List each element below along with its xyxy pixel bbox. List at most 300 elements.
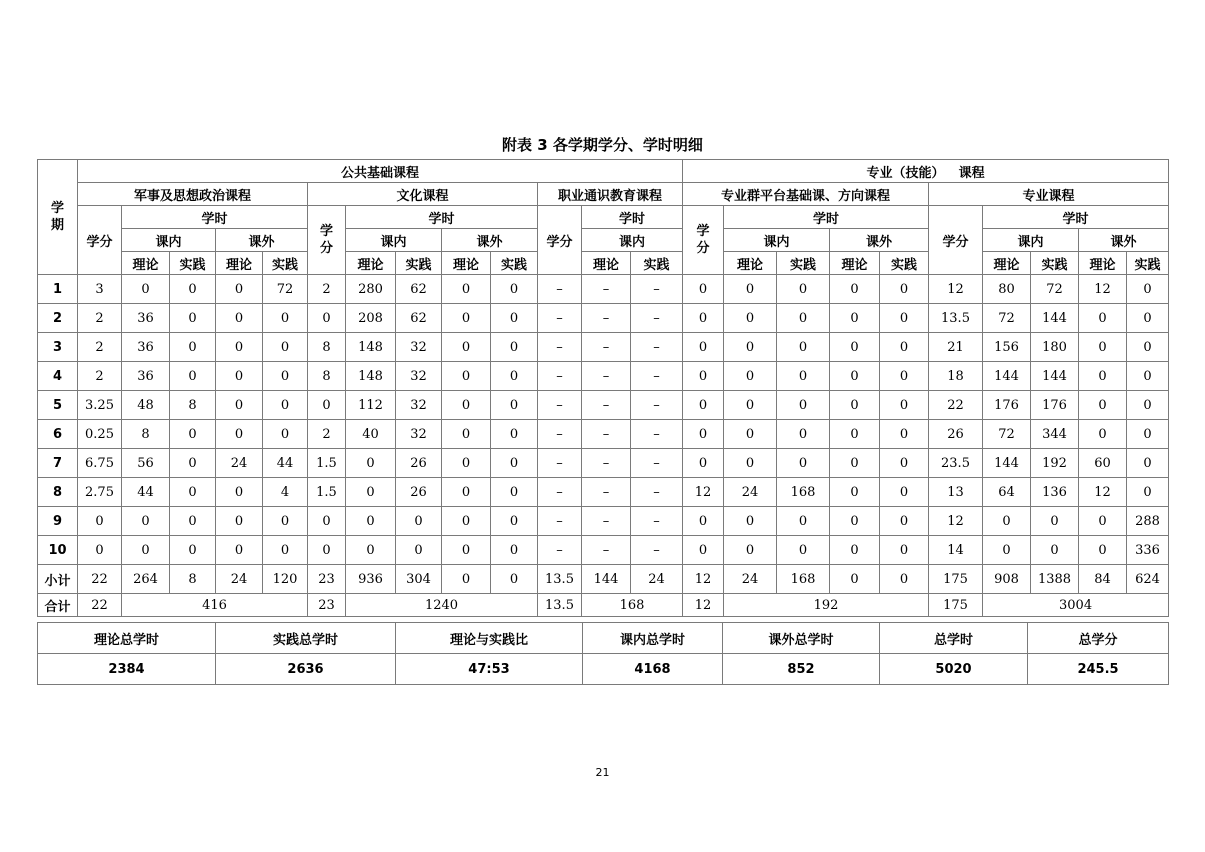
total-cell: 22 bbox=[78, 594, 122, 617]
table-cell: 12 bbox=[929, 275, 983, 304]
table-cell: 72 bbox=[1031, 275, 1079, 304]
table-cell: 36 bbox=[122, 304, 170, 333]
table-row bbox=[38, 536, 1169, 565]
total-label: 合计 bbox=[38, 594, 78, 617]
summary-header: 实践总学时 bbox=[216, 623, 396, 654]
table-cell: 0 bbox=[442, 304, 491, 333]
table-cell: 0 bbox=[1079, 362, 1127, 391]
table-cell: 0 bbox=[683, 275, 724, 304]
table-cell: 0 bbox=[880, 333, 929, 362]
table-cell: 0 bbox=[491, 362, 538, 391]
table-cell: – bbox=[538, 304, 582, 333]
table-cell: – bbox=[631, 362, 683, 391]
table-cell: 0 bbox=[830, 275, 880, 304]
table-cell: 0 bbox=[170, 478, 216, 507]
table-cell: 0 bbox=[724, 304, 777, 333]
subtotal-cell: 936 bbox=[346, 565, 396, 594]
vocational-header: 职业通识教育课程 bbox=[538, 183, 683, 206]
table-cell: – bbox=[631, 333, 683, 362]
table-cell: 23.5 bbox=[929, 449, 983, 478]
summary-header: 理论总学时 bbox=[38, 623, 216, 654]
table-cell: 0 bbox=[491, 333, 538, 362]
total-cell: 1240 bbox=[346, 594, 538, 617]
table-cell: 0 bbox=[683, 449, 724, 478]
semester-cell: 1 bbox=[38, 275, 78, 304]
table-cell: 0 bbox=[263, 362, 308, 391]
subtotal-cell: 304 bbox=[396, 565, 442, 594]
table-cell: 13.5 bbox=[929, 304, 983, 333]
practice-header: 实践 bbox=[170, 252, 216, 275]
credit-header-vertical bbox=[683, 206, 724, 275]
page-number: 21 bbox=[595, 766, 610, 779]
table-cell: 32 bbox=[396, 333, 442, 362]
table-cell: 0 bbox=[170, 507, 216, 536]
table-cell: 144 bbox=[1031, 362, 1079, 391]
table-cell: 2 bbox=[78, 304, 122, 333]
table-cell: 0 bbox=[122, 275, 170, 304]
header-row-4 bbox=[38, 229, 1169, 252]
table-cell: 0 bbox=[830, 478, 880, 507]
subtotal-cell: 0 bbox=[880, 565, 929, 594]
table-cell: 156 bbox=[983, 333, 1031, 362]
table-cell: 0 bbox=[830, 449, 880, 478]
table-cell: 0 bbox=[777, 391, 830, 420]
table-cell: 0 bbox=[1031, 507, 1079, 536]
subtotal-cell: 13.5 bbox=[538, 565, 582, 594]
table-cell: 0 bbox=[491, 420, 538, 449]
table-cell: – bbox=[631, 507, 683, 536]
total-row bbox=[38, 594, 1169, 617]
hours-header: 学时 bbox=[582, 206, 683, 229]
table-row bbox=[38, 478, 1169, 507]
table-cell: 2 bbox=[78, 362, 122, 391]
table-cell: 148 bbox=[346, 362, 396, 391]
table-cell: 0 bbox=[830, 333, 880, 362]
table-cell: 0 bbox=[491, 507, 538, 536]
total-cell: 416 bbox=[122, 594, 308, 617]
table-cell: 0 bbox=[683, 391, 724, 420]
table-cell: 112 bbox=[346, 391, 396, 420]
total-cell: 192 bbox=[724, 594, 929, 617]
table-cell: 0 bbox=[216, 391, 263, 420]
summary-value: 5020 bbox=[880, 654, 1028, 685]
table-row bbox=[38, 449, 1169, 478]
table-cell: – bbox=[582, 420, 631, 449]
practice-header: 实践 bbox=[263, 252, 308, 275]
table-cell: 336 bbox=[1127, 536, 1169, 565]
platform-header: 专业群平台基础课、方向课程 bbox=[683, 183, 929, 206]
table-cell: 0 bbox=[216, 507, 263, 536]
table-cell: – bbox=[538, 391, 582, 420]
table-cell: – bbox=[538, 420, 582, 449]
table-cell: 21 bbox=[929, 333, 983, 362]
table-cell: 0 bbox=[724, 507, 777, 536]
table-cell: 0 bbox=[880, 304, 929, 333]
table-cell: 32 bbox=[396, 362, 442, 391]
table-cell: – bbox=[582, 449, 631, 478]
table-cell: 0 bbox=[263, 420, 308, 449]
semester-cell: 9 bbox=[38, 507, 78, 536]
semester-cell: 10 bbox=[38, 536, 78, 565]
table-cell: 0 bbox=[830, 507, 880, 536]
table-cell: 0 bbox=[830, 420, 880, 449]
table-cell: 0 bbox=[216, 362, 263, 391]
theory-header: 理论 bbox=[346, 252, 396, 275]
table-cell: 0 bbox=[1127, 304, 1169, 333]
table-cell: 62 bbox=[396, 275, 442, 304]
table-cell: 32 bbox=[396, 391, 442, 420]
table-cell: 0 bbox=[442, 536, 491, 565]
table-cell: – bbox=[582, 507, 631, 536]
table-cell: 0 bbox=[724, 420, 777, 449]
semester-header bbox=[38, 160, 78, 275]
practice-header: 实践 bbox=[880, 252, 929, 275]
table-cell: 176 bbox=[983, 391, 1031, 420]
subtotal-cell: 624 bbox=[1127, 565, 1169, 594]
table-cell: 0 bbox=[216, 478, 263, 507]
table-cell: – bbox=[582, 391, 631, 420]
table-cell: – bbox=[631, 420, 683, 449]
table-cell: 0 bbox=[122, 507, 170, 536]
table-cell: 0 bbox=[830, 536, 880, 565]
table-cell: 12 bbox=[1079, 478, 1127, 507]
table-cell: 0 bbox=[777, 275, 830, 304]
table-cell: 0 bbox=[880, 362, 929, 391]
subtotal-cell: 24 bbox=[724, 565, 777, 594]
table-cell: 6.75 bbox=[78, 449, 122, 478]
summary-header: 课外总学时 bbox=[723, 623, 880, 654]
table-cell: 44 bbox=[122, 478, 170, 507]
table-cell: 344 bbox=[1031, 420, 1079, 449]
subtotal-cell: 12 bbox=[683, 565, 724, 594]
subtotal-cell: 175 bbox=[929, 565, 983, 594]
subtotal-cell: 120 bbox=[263, 565, 308, 594]
table-cell: 64 bbox=[983, 478, 1031, 507]
table-cell: 0 bbox=[724, 333, 777, 362]
table-cell: 0 bbox=[1031, 536, 1079, 565]
table-cell: 0 bbox=[683, 536, 724, 565]
table-cell: 0 bbox=[170, 304, 216, 333]
table-cell: 148 bbox=[346, 333, 396, 362]
subtotal-label: 小计 bbox=[38, 565, 78, 594]
table-cell: 2 bbox=[78, 333, 122, 362]
outside-header: 课外 bbox=[442, 229, 538, 252]
table-cell: 12 bbox=[1079, 275, 1127, 304]
semester-cell: 2 bbox=[38, 304, 78, 333]
table-cell: 0 bbox=[442, 478, 491, 507]
table-cell: 0 bbox=[346, 536, 396, 565]
subtotal-cell: 22 bbox=[78, 565, 122, 594]
table-cell: 0 bbox=[880, 391, 929, 420]
table-cell: 0 bbox=[170, 449, 216, 478]
subtotal-cell: 84 bbox=[1079, 565, 1127, 594]
practice-header: 实践 bbox=[396, 252, 442, 275]
table-cell: 0 bbox=[170, 536, 216, 565]
table-row bbox=[38, 333, 1169, 362]
table-cell: 0 bbox=[491, 391, 538, 420]
table-cell: 24 bbox=[216, 449, 263, 478]
credit-label-vertical: 学 分 bbox=[696, 224, 710, 256]
table-cell: 0 bbox=[442, 275, 491, 304]
table-cell: 80 bbox=[983, 275, 1031, 304]
table-cell: 0 bbox=[880, 478, 929, 507]
table-cell: 0 bbox=[777, 449, 830, 478]
credit-header: 学分 bbox=[78, 206, 122, 275]
table-cell: – bbox=[631, 449, 683, 478]
outside-header: 课外 bbox=[1079, 229, 1169, 252]
theory-header: 理论 bbox=[582, 252, 631, 275]
table-cell: 0 bbox=[308, 391, 346, 420]
table-cell: 0.25 bbox=[78, 420, 122, 449]
credit-header: 学分 bbox=[538, 206, 582, 275]
summary-value: 245.5 bbox=[1028, 654, 1169, 685]
table-cell: – bbox=[582, 333, 631, 362]
inside-header: 课内 bbox=[724, 229, 830, 252]
table-cell: 0 bbox=[442, 362, 491, 391]
table-cell: 0 bbox=[777, 536, 830, 565]
table-cell: 0 bbox=[880, 536, 929, 565]
table-cell: 144 bbox=[983, 362, 1031, 391]
table-cell: 36 bbox=[122, 362, 170, 391]
table-cell: 208 bbox=[346, 304, 396, 333]
table-cell: 40 bbox=[346, 420, 396, 449]
table-row bbox=[38, 507, 1169, 536]
culture-header: 文化课程 bbox=[308, 183, 538, 206]
table-cell: 72 bbox=[263, 275, 308, 304]
summary-header: 理论与实践比 bbox=[396, 623, 583, 654]
table-cell: 60 bbox=[1079, 449, 1127, 478]
military-politics-header: 军事及思想政治课程 bbox=[78, 183, 308, 206]
summary-table bbox=[37, 622, 1169, 685]
summary-value: 852 bbox=[723, 654, 880, 685]
table-cell: 144 bbox=[1031, 304, 1079, 333]
table-cell: 26 bbox=[396, 449, 442, 478]
table-cell: 56 bbox=[122, 449, 170, 478]
table-cell: 3 bbox=[78, 275, 122, 304]
table-cell: 12 bbox=[683, 478, 724, 507]
semester-cell: 7 bbox=[38, 449, 78, 478]
table-cell: 0 bbox=[216, 536, 263, 565]
table-cell: 0 bbox=[1127, 478, 1169, 507]
total-cell: 3004 bbox=[983, 594, 1169, 617]
credit-label-vertical: 学 分 bbox=[319, 224, 333, 256]
table-cell: 0 bbox=[78, 536, 122, 565]
hours-header: 学时 bbox=[724, 206, 929, 229]
header-row-2 bbox=[38, 183, 1169, 206]
subtotal-cell: 24 bbox=[216, 565, 263, 594]
semester-cell: 5 bbox=[38, 391, 78, 420]
table-cell: 0 bbox=[1127, 391, 1169, 420]
table-cell: 1.5 bbox=[308, 478, 346, 507]
table-title: 附表 3 各学期学分、学时明细 bbox=[502, 136, 703, 154]
table-cell: 0 bbox=[396, 507, 442, 536]
table-cell: – bbox=[631, 275, 683, 304]
table-cell: 0 bbox=[396, 536, 442, 565]
table-cell: 1.5 bbox=[308, 449, 346, 478]
table-cell: 0 bbox=[1127, 449, 1169, 478]
table-cell: 72 bbox=[983, 420, 1031, 449]
table-cell: – bbox=[538, 536, 582, 565]
table-cell: 0 bbox=[491, 304, 538, 333]
table-cell: 0 bbox=[442, 507, 491, 536]
table-cell: 136 bbox=[1031, 478, 1079, 507]
table-cell: 0 bbox=[724, 275, 777, 304]
total-cell: 168 bbox=[582, 594, 683, 617]
table-cell: 0 bbox=[346, 507, 396, 536]
semester-cell: 4 bbox=[38, 362, 78, 391]
theory-header: 理论 bbox=[442, 252, 491, 275]
theory-header: 理论 bbox=[983, 252, 1031, 275]
summary-value: 2636 bbox=[216, 654, 396, 685]
table-cell: 0 bbox=[683, 304, 724, 333]
table-cell: 0 bbox=[170, 420, 216, 449]
table-cell: 0 bbox=[442, 391, 491, 420]
table-cell: 0 bbox=[216, 275, 263, 304]
table-cell: 0 bbox=[880, 420, 929, 449]
summary-header: 总学时 bbox=[880, 623, 1028, 654]
table-cell: – bbox=[538, 362, 582, 391]
table-cell: 0 bbox=[170, 362, 216, 391]
table-cell: 0 bbox=[263, 333, 308, 362]
table-row bbox=[38, 391, 1169, 420]
table-cell: 26 bbox=[396, 478, 442, 507]
table-cell: 0 bbox=[724, 391, 777, 420]
table-cell: 24 bbox=[724, 478, 777, 507]
subtotal-cell: 24 bbox=[631, 565, 683, 594]
table-cell: 0 bbox=[777, 333, 830, 362]
table-cell: 0 bbox=[1127, 275, 1169, 304]
table-cell: 18 bbox=[929, 362, 983, 391]
table-cell: 0 bbox=[491, 536, 538, 565]
table-cell: 22 bbox=[929, 391, 983, 420]
summary-value: 47:53 bbox=[396, 654, 583, 685]
table-cell: 0 bbox=[1079, 391, 1127, 420]
subtotal-cell: 0 bbox=[442, 565, 491, 594]
subtotal-cell: 264 bbox=[122, 565, 170, 594]
table-cell: 0 bbox=[1127, 362, 1169, 391]
table-cell: 0 bbox=[683, 362, 724, 391]
table-cell: 0 bbox=[983, 536, 1031, 565]
table-cell: 2 bbox=[308, 420, 346, 449]
table-cell: 0 bbox=[983, 507, 1031, 536]
table-cell: 168 bbox=[777, 478, 830, 507]
table-cell: 176 bbox=[1031, 391, 1079, 420]
table-row bbox=[38, 304, 1169, 333]
table-cell: 180 bbox=[1031, 333, 1079, 362]
header-row-5 bbox=[38, 252, 1169, 275]
theory-header: 理论 bbox=[216, 252, 263, 275]
table-cell: 0 bbox=[216, 304, 263, 333]
table-cell: 0 bbox=[880, 507, 929, 536]
table-row bbox=[38, 420, 1169, 449]
table-cell: 12 bbox=[929, 507, 983, 536]
subtotal-cell: 168 bbox=[777, 565, 830, 594]
public-basic-courses-header: 公共基础课程 bbox=[78, 160, 683, 183]
inside-header: 课内 bbox=[346, 229, 442, 252]
table-cell: 0 bbox=[777, 507, 830, 536]
table-cell: 32 bbox=[396, 420, 442, 449]
table-cell: 36 bbox=[122, 333, 170, 362]
table-cell: 0 bbox=[308, 304, 346, 333]
table-cell: 0 bbox=[308, 536, 346, 565]
theory-header: 理论 bbox=[1079, 252, 1127, 275]
table-cell: 0 bbox=[1079, 304, 1127, 333]
table-cell: 0 bbox=[1079, 536, 1127, 565]
theory-header: 理论 bbox=[724, 252, 777, 275]
summary-value: 4168 bbox=[583, 654, 723, 685]
table-cell: 0 bbox=[1127, 333, 1169, 362]
table-cell: 0 bbox=[1127, 420, 1169, 449]
semester-cell: 6 bbox=[38, 420, 78, 449]
table-cell: – bbox=[582, 275, 631, 304]
table-cell: 0 bbox=[830, 304, 880, 333]
table-cell: 0 bbox=[830, 391, 880, 420]
table-cell: 8 bbox=[122, 420, 170, 449]
table-cell: 0 bbox=[683, 333, 724, 362]
table-cell: – bbox=[631, 536, 683, 565]
subtotal-cell: 23 bbox=[308, 565, 346, 594]
summary-value-row bbox=[38, 654, 1169, 685]
table-cell: 0 bbox=[830, 362, 880, 391]
table-cell: 0 bbox=[263, 304, 308, 333]
table-cell: 0 bbox=[724, 449, 777, 478]
table-cell: 0 bbox=[263, 536, 308, 565]
total-cell: 12 bbox=[683, 594, 724, 617]
table-cell: 0 bbox=[216, 333, 263, 362]
table-cell: – bbox=[582, 362, 631, 391]
table-cell: – bbox=[538, 449, 582, 478]
inside-header: 课内 bbox=[983, 229, 1079, 252]
table-cell: 0 bbox=[777, 304, 830, 333]
table-cell: 0 bbox=[216, 420, 263, 449]
subtotal-cell: 0 bbox=[491, 565, 538, 594]
table-cell: 4 bbox=[263, 478, 308, 507]
table-cell: – bbox=[631, 304, 683, 333]
semester-header-label: 学 期 bbox=[50, 201, 64, 233]
table-cell: 0 bbox=[442, 333, 491, 362]
table-cell: 48 bbox=[122, 391, 170, 420]
subtotal-row bbox=[38, 565, 1169, 594]
table-cell: 0 bbox=[78, 507, 122, 536]
hours-header: 学时 bbox=[983, 206, 1169, 229]
table-cell: 0 bbox=[491, 449, 538, 478]
total-cell: 13.5 bbox=[538, 594, 582, 617]
table-cell: 8 bbox=[170, 391, 216, 420]
header-row-1 bbox=[38, 160, 1169, 183]
header-row-3 bbox=[38, 206, 1169, 229]
table-cell: – bbox=[538, 333, 582, 362]
table-cell: 0 bbox=[724, 536, 777, 565]
table-cell: 0 bbox=[442, 449, 491, 478]
practice-header: 实践 bbox=[1031, 252, 1079, 275]
total-cell: 175 bbox=[929, 594, 983, 617]
table-cell: – bbox=[538, 478, 582, 507]
hours-header: 学时 bbox=[346, 206, 538, 229]
summary-header-row bbox=[38, 623, 1169, 654]
table-cell: 0 bbox=[346, 449, 396, 478]
table-cell: – bbox=[631, 478, 683, 507]
table-cell: 0 bbox=[777, 362, 830, 391]
table-cell: 8 bbox=[308, 362, 346, 391]
table-cell: 288 bbox=[1127, 507, 1169, 536]
table-cell: 44 bbox=[263, 449, 308, 478]
practice-header: 实践 bbox=[777, 252, 830, 275]
subtotal-cell: 1388 bbox=[1031, 565, 1079, 594]
table-cell: 0 bbox=[683, 507, 724, 536]
practice-header: 实践 bbox=[631, 252, 683, 275]
table-cell: – bbox=[582, 478, 631, 507]
table-row bbox=[38, 275, 1169, 304]
